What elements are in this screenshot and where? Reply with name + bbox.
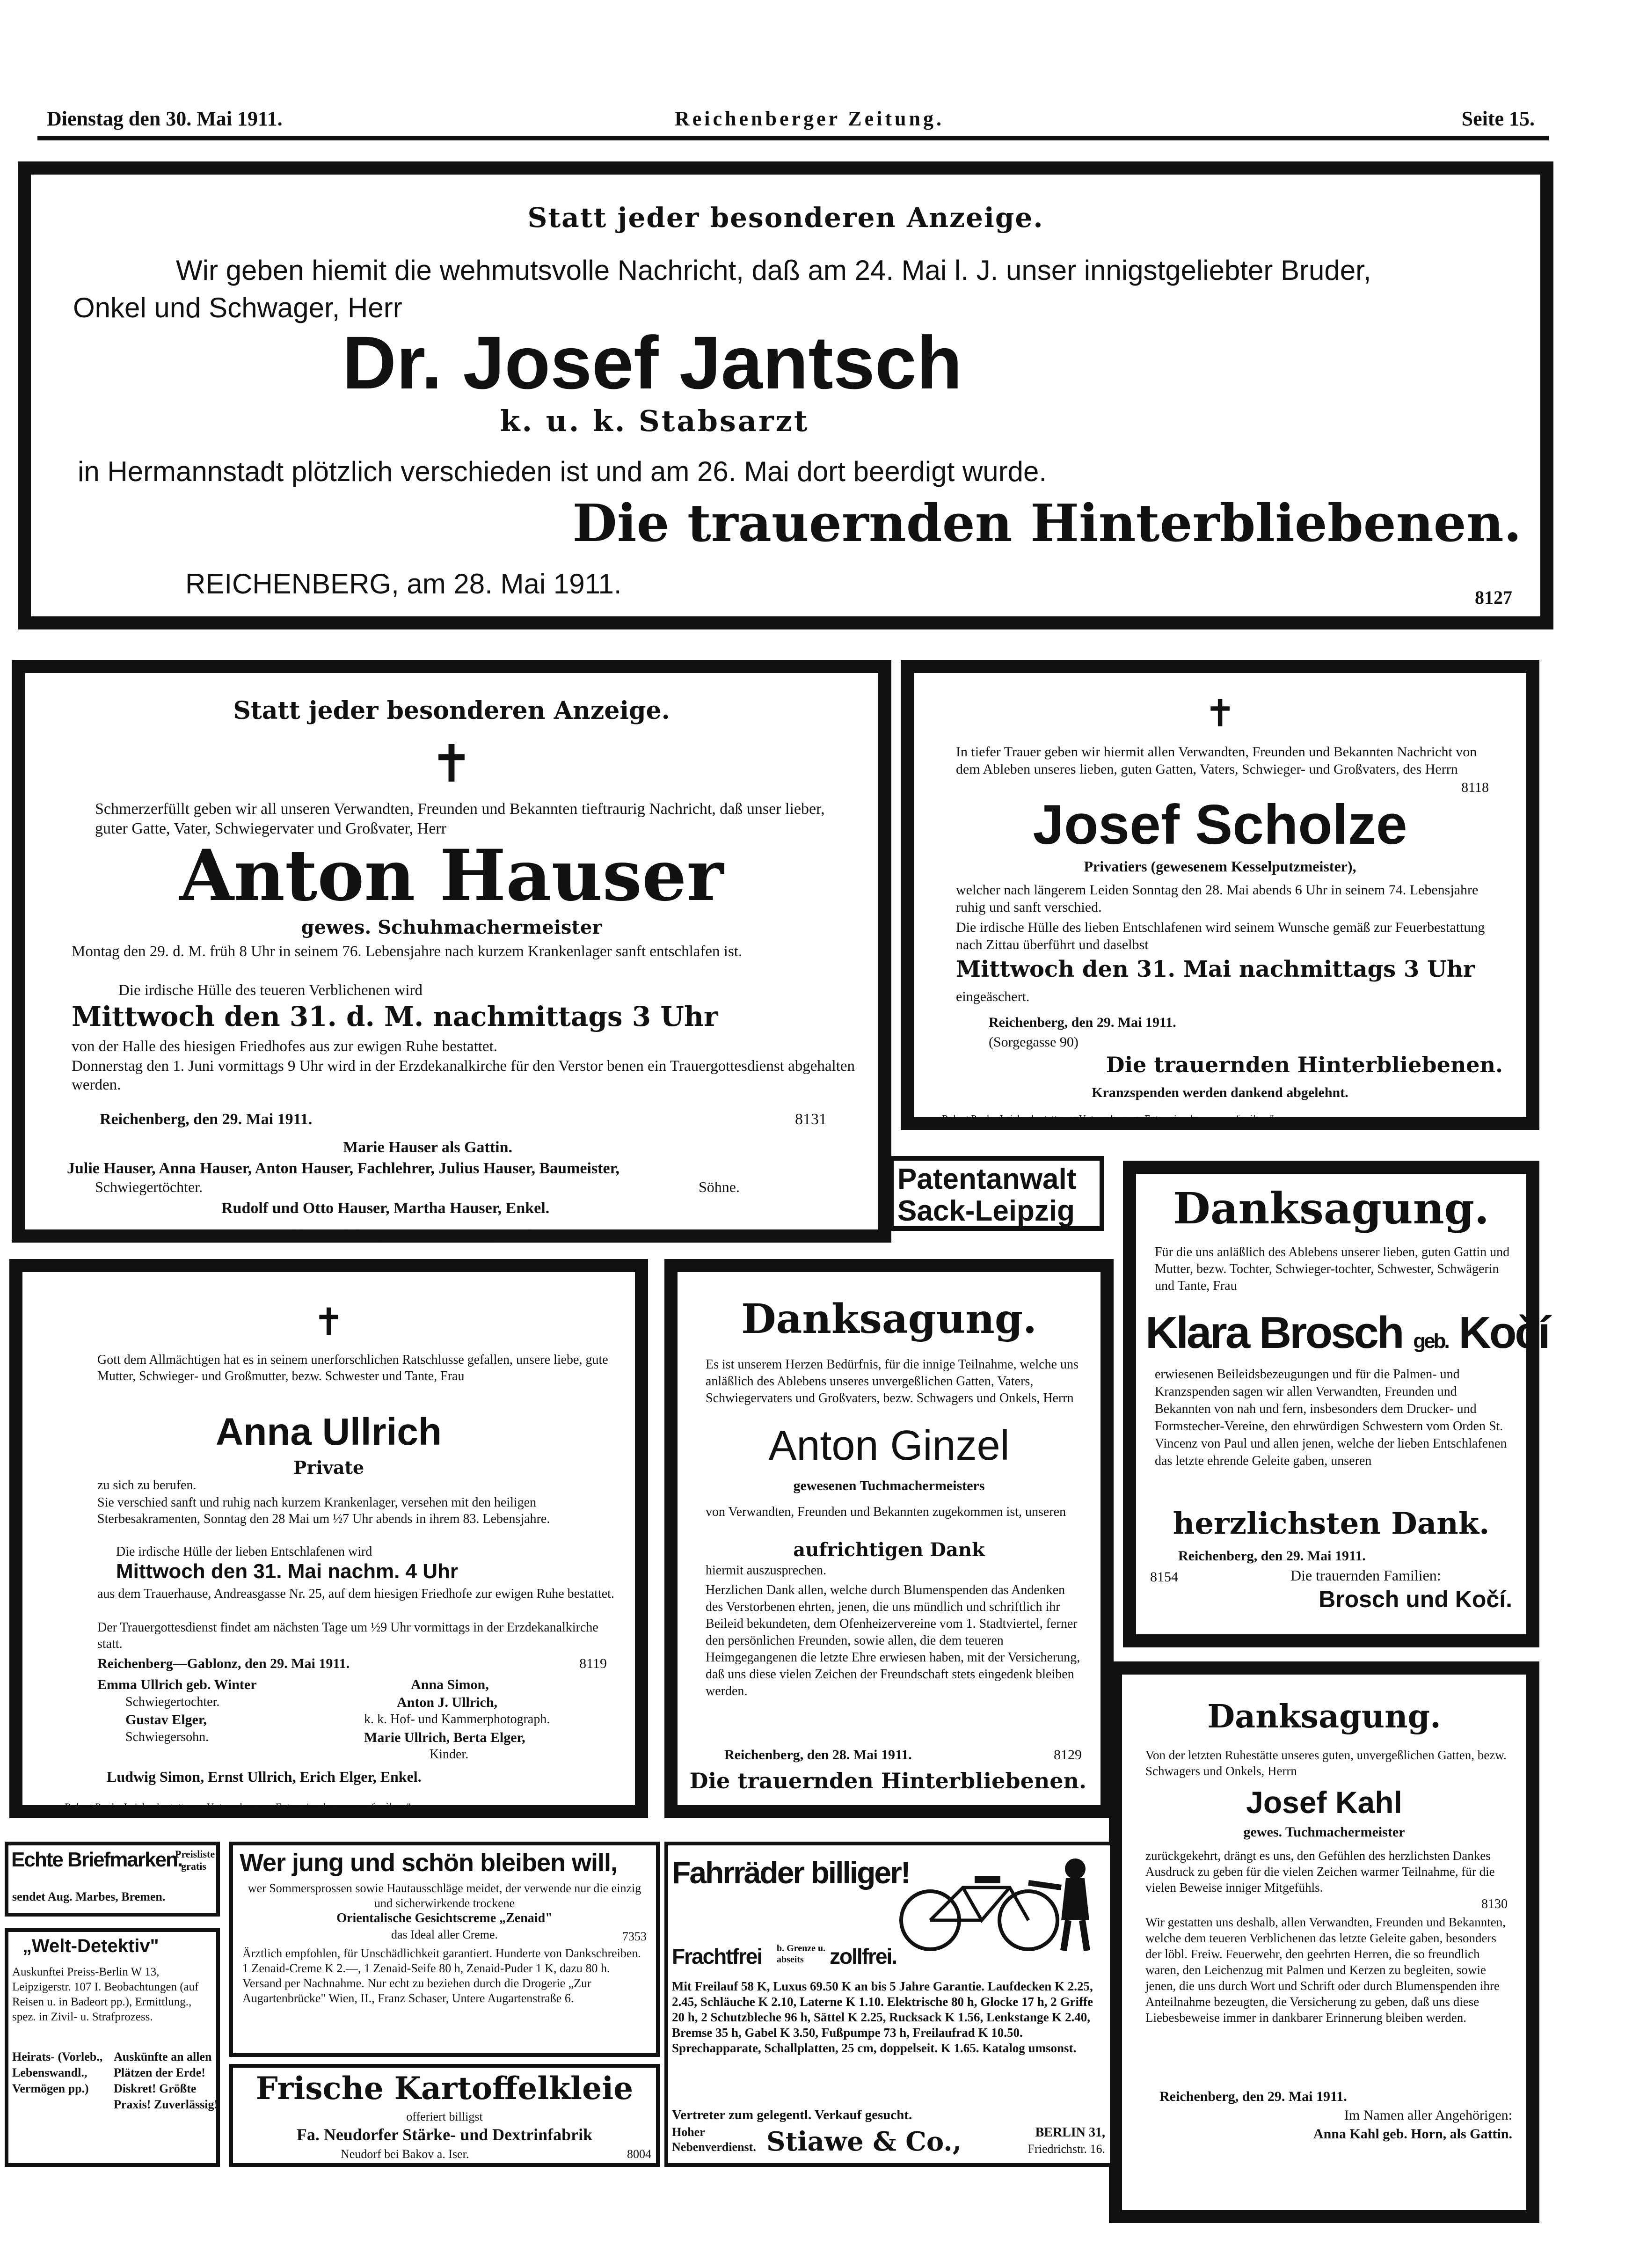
notice-text: Der Trauergottesdienst findet am nächsten Tage um ½9 Uhr vormittags in der Erzdekanalkirche statt.	[97, 1620, 598, 1651]
ad-street: Friedrichstr. 16.	[1028, 2142, 1105, 2156]
notice-text: welcher nach längerem Leiden Sonntag den 28. Mai abends 6 Uhr in seinem 74. Lebensjahre ruhig und sanft verschied.	[956, 882, 1479, 915]
notice-jantsch	[18, 161, 1553, 629]
ad-grenze: b. Grenze u. abseits	[777, 1943, 826, 1965]
funeral-date: Mittwoch den 31. Mai nachm. 4 Uhr	[116, 1560, 459, 1583]
ad-patent	[889, 1156, 1104, 1231]
notice-number: 8119	[579, 1656, 607, 1671]
notice-text: zu sich zu berufen.	[97, 1478, 197, 1492]
notice-text: erwiesenen Beileidsbezeugungen und für die Palmen- und Kranzspenden sagen wir allen Verwandten, Freunden und Bekannten von nah und fern, insbesonders dem Drucker- und Formstecher-Vereine, den ehrwürdigen Schwestern vom Orden St. Vincenz von Paul und allen jenen, welche der lieben Entschlafenen das letzte ehrende Geleite gaben, unseren	[1155, 1367, 1507, 1468]
notice-text: Schmerzerfüllt geben wir all unseren Verwandten, Freunden und Bekannten tieftraurig Nachricht, daß unser lieber, guter Gatte, Vater, Schwiegervater und Großvater, Herr	[95, 800, 825, 837]
closing-line: Im Namen aller Angehörigen:	[1344, 2107, 1512, 2123]
signature-line: Anna Simon,	[411, 1677, 489, 1692]
deceased-name: Josef Kahl	[1246, 1785, 1402, 1820]
ad-zenaid	[229, 1842, 660, 2057]
ad-number: 7353	[622, 1930, 647, 1943]
notice-text: Die irdische Hülle des teueren Verblichenen wird	[118, 982, 423, 999]
closing-line: Anna Kahl geb. Horn, als Gattin.	[1313, 2126, 1512, 2142]
signature-line: Marie Ullrich, Berta Elger,	[364, 1730, 525, 1745]
header-page-number: Seite 15.	[1461, 107, 1535, 130]
ad-aside: Preisliste gratis	[175, 1848, 215, 1872]
notice-text: eingeäschert.	[956, 989, 1030, 1004]
bicycle-illustration-icon	[874, 1850, 1108, 1958]
signature-line: Schwiegertöchter.	[95, 1178, 203, 1195]
ad-place: Neudorf bei Bakov a. Iser.	[341, 2147, 469, 2161]
deceased-name: Anna Ullrich	[216, 1411, 442, 1453]
deceased-name: Dr. Josef Jantsch	[342, 321, 962, 404]
cross-icon: ✝	[430, 734, 474, 794]
deceased-title: Privatiers (gewesenem Kesselputzmeister),	[1084, 858, 1356, 875]
ad-zollfrei: zollfrei.	[830, 1944, 897, 1968]
ad-text: sendet Aug. Marbes, Bremen.	[12, 1890, 166, 1903]
thanks-line: herzlichsten Dank.	[1173, 1506, 1490, 1541]
dank-heading: Danksagung.	[1173, 1183, 1489, 1234]
signature-line: Rudolf und Otto Hauser, Martha Hauser, Enkel.	[221, 1200, 550, 1217]
ad-subtitle: Sack-Leipzig	[897, 1195, 1075, 1227]
ad-text: Mit Freilauf 58 K, Luxus 69.50 K an bis 5 Jahre Garantie. Laufdecken K 2.25, 2.45, Schläuche K 2.10, Laterne K 1.10. Elektrische 80 h, Glocke 17 h, 2 Griffe 20 h, 2 Schutzbleche 96 h, Sättel K 2.25, Rucksack K 1.56, Lenkstange K 2.40, Bremse 35 h, Gabel K 3.50, Fußpumpe 73 h, Freilaufrad K 10.50. Sprechapparate, Schallplatten, 25 cm, doppelseit. K 1.65. Katalog umsonst.	[672, 1979, 1093, 2055]
signature-line: k. k. Hof- und Kammerphotograph.	[364, 1712, 550, 1727]
signature-line: Ludwig Simon, Ernst Ullrich, Erich Elger, Enkel.	[107, 1768, 422, 1785]
place-date: Reichenberg, den 29. Mai 1911.	[1159, 2089, 1347, 2104]
signature-line: Kinder.	[430, 1747, 469, 1762]
ad-text: Auskunftei Preiss-Berlin W 13, Leipzigerstr. 107 I. Beobachtungen (auf Reisen u. in Badeort pp.), Ermittlung., spez. in Zivil- u. Strafprozess.	[12, 1966, 199, 2023]
ad-firm: Stiawe & Co.,	[766, 2126, 962, 2157]
notice-ullrich	[9, 1259, 648, 1818]
ad-text: Hoher Nebenverdienst.	[672, 2125, 756, 2154]
notice-text: Onkel und Schwager, Herr	[73, 292, 402, 323]
header-newspaper-title: Reichenberger Zeitung.	[674, 107, 945, 130]
thanks-line: aufrichtigen Dank	[793, 1539, 985, 1561]
ad-firm: Fa. Neudorfer Stärke- und Dextrinfabrik	[296, 2125, 593, 2144]
ad-detektiv	[5, 1928, 220, 2167]
ad-frachtfrei: Frachtfrei	[672, 1944, 762, 1968]
ad-number: 8004	[627, 2147, 651, 2161]
notice-number: 8118	[1461, 780, 1489, 795]
notice-text: Kranzspenden werden dankend abgelehnt.	[1092, 1085, 1348, 1100]
deceased-title: gewes. Tuchmachermeister	[1243, 1824, 1405, 1840]
page-header	[47, 107, 1544, 135]
ad-fahrrad	[664, 1842, 1114, 2167]
deceased-title: Private	[293, 1457, 364, 1478]
notice-text: Wir gestatten uns deshalb, allen Verwandten, Freunden und Bekannten, welche dem teueren Verblichenen das letzte Geleite gaben, besonders der löbl. Freiw. Feuerwehr, den geehrten Herren, die so freundlich waren, den Leichenzug mit Palmen und Kerzen zu begleiten, sowie jenen, die uns durch Wort und Schrift oder durch Blumenspenden ihre Anteilnahme bezeugten, die Versicherung zu geben, daß uns diese Liebesbeweise immer in dankbarer Erinnerung bleiben werden.	[1145, 1915, 1506, 2025]
signature-line: Anton J. Ullrich,	[397, 1695, 498, 1710]
ad-text: Ärztlich empfohlen, für Unschädlichkeit garantiert. Hunderte von Dankschreiben. 1 Zenaid-Creme K 2.—, 1 Zenaid-Seife 80 h, Zenaid-Puder 1 K, dazu 80 h. Versand per Nachnahme. Nur echt zu beziehen durch die Drogerie „Zur Augartenbrücke" Wien, II., Franz Schaser, Untere Augartenstraße 6.	[242, 1946, 641, 2005]
ad-text: Auskünfte an allen Plätzen der Erde! Diskret! Größte Praxis! Zuverlässig!	[114, 2050, 219, 2111]
notice-text: Sie verschied sanft und ruhig nach kurzem Krankenlager, versehen mit den heiligen Sterbesakramenten, Sonntag den 28 Mai um ½7 Uhr abends in ihrem 83. Lebensjahre.	[97, 1495, 550, 1526]
families-name: Brosch und Kočí.	[1319, 1586, 1512, 1612]
mourners-signature: Die trauernden Hinterbliebenen.	[1106, 1052, 1503, 1077]
notice-text: von der Halle des hiesigen Friedhofes aus zur ewigen Ruhe bestattet.	[72, 1038, 497, 1055]
ad-subtitle: das Ideal aller Creme.	[391, 1928, 498, 1941]
header-date: Dienstag den 30. Mai 1911.	[47, 107, 283, 130]
notice-text: Von der letzten Ruhestätte unseres guten, unvergeßlichen Gatten, bezw. Schwagers und Onkels, Herrn	[1145, 1748, 1507, 1778]
deceased-name: Anton Hauser	[179, 834, 724, 917]
notice-text: Herzlichen Dank allen, welche durch Blumenspenden das Andenken des Verstorbenen ehrten, jenen, die uns mündlich und schriftlich ihr Beileid bekundeten, dem Ofenheizervereine vom 1. Stadtviertel, ferner den persönlichen Freunden, sowie allen, die dem teueren Heimgegangenen die letzte Ehre erwiesen haben, mit der Versicherung, daß uns diese vielen Zeichen der Freundschaft stets eingedenk bleiben werden.	[706, 1583, 1080, 1698]
signature-line: Schwiegertochter.	[125, 1695, 220, 1709]
notice-scholze	[901, 660, 1539, 1130]
notice-number: 8154	[1150, 1569, 1178, 1585]
notice-text: von Verwandten, Freunden und Bekannten zugekommen ist, unseren	[706, 1505, 1066, 1519]
address: (Sorgegasse 90)	[989, 1034, 1079, 1050]
signature-line: Marie Hauser als Gattin.	[343, 1139, 512, 1156]
mourners-signature: Die trauernden Hinterbliebenen.	[689, 1768, 1086, 1793]
deceased-name-first: Klara Brosch	[1145, 1308, 1403, 1358]
ad-title: Fahrräder billiger!	[672, 1855, 910, 1890]
deceased-title: gewes. Schuhmachermeister	[301, 916, 602, 938]
deceased-title: gewesenen Tuchmachermeisters	[793, 1478, 985, 1493]
dank-ginzel	[664, 1259, 1114, 1818]
ad-briefmarken	[5, 1842, 220, 1917]
ad-title: Patentanwalt	[897, 1163, 1077, 1195]
ad-kartoffelkleie	[229, 2064, 660, 2167]
notice-text: hiermit auszusprechen.	[706, 1563, 827, 1578]
deceased-name: Josef Scholze	[1033, 793, 1407, 856]
signature-line: Söhne.	[699, 1178, 740, 1195]
notice-footer: Robert Prades Leichenbestattungs-Unternehmung „Entreprise des pompes funèbres".	[942, 1113, 1276, 1124]
notice-text: Die irdische Hülle des lieben Entschlafenen wird seinem Wunsche gemäß zur Feuerbestattung nach Zittau überführt und daselbst	[956, 920, 1485, 952]
ad-text: wer Sommersprossen sowie Hautausschläge meidet, der verwende nur die einzig und sicherwirkende trockene	[248, 1881, 641, 1910]
ad-title: Echte Briefmarken.	[11, 1848, 182, 1871]
ad-text: Vertreter zum gelegentl. Verkauf gesucht.	[672, 2107, 912, 2122]
place-date: Reichenberg, den 29. Mai 1911.	[989, 1015, 1176, 1030]
cross-icon: ✝	[313, 1300, 345, 1344]
signature-line: Julie Hauser, Anna Hauser, Anton Hauser, Fachlehrer, Julius Hauser, Baumeister,	[67, 1160, 620, 1177]
notice-hauser	[12, 660, 891, 1243]
ad-product: Orientalische Gesichtscreme „Zenaid"	[336, 1911, 553, 1925]
notice-text: in Hermannstadt plötzlich verschieden ist und am 26. Mai dort beerdigt wurde.	[78, 456, 1047, 487]
families-label: Die trauernden Familien:	[1290, 1567, 1441, 1584]
notice-number: 8131	[795, 1111, 827, 1128]
dank-heading: Danksagung.	[1207, 1698, 1441, 1735]
notice-footer: „Domovina". F. J. Seidels l. konz. Aufbahrungs- und Leichenbestattungs-Anstalt.	[175, 1230, 539, 1242]
place-date: Reichenberg, den 29. Mai 1911.	[100, 1111, 313, 1128]
notice-text: Für die uns anläßlich des Ablebens unserer lieben, guten Gattin und Mutter, bezw. Tochter, Schwieger-tochter, Schwester, Schwägerin und Tante, Frau	[1155, 1245, 1510, 1293]
signature-line: Emma Ullrich geb. Winter	[97, 1677, 257, 1692]
dank-heading: Danksagung.	[741, 1295, 1037, 1343]
notice-number: 8129	[1054, 1747, 1082, 1763]
dank-brosch	[1123, 1161, 1549, 1647]
ad-title: Wer jung und schön bleiben will,	[240, 1849, 618, 1877]
notice-number: 8127	[1475, 587, 1512, 608]
notice-text: Gott dem Allmächtigen hat es in seinem unerforschlichen Ratschlusse gefallen, unsere liebe, gute Mutter, Schwieger- und Großmutter, bezw. Schwester und Tante, Frau	[97, 1353, 608, 1383]
notice-kicker: Statt jeder besonderen Anzeige.	[527, 202, 1044, 234]
notice-text: Wir geben hiemit die wehmutsvolle Nachricht, daß am 24. Mai l. J. unser innigstgeliebter Bruder,	[176, 255, 1371, 286]
ad-title: Frische Kartoffelkleie	[255, 2070, 634, 2107]
ad-city: BERLIN 31,	[1035, 2125, 1105, 2140]
notice-text: In tiefer Trauer geben wir hiermit allen Verwandten, Freunden und Bekannten Nachricht von dem Ableben unseres lieben, guten Gatten, Vaters, Schwieger- und Großvaters, des Herrn	[956, 744, 1477, 777]
place-date: Reichenberg, den 28. Mai 1911.	[724, 1747, 912, 1763]
ad-text: Heirats- (Vorleb., Lebenswandl., Vermögen pp.)	[12, 2050, 103, 2095]
ad-title: „Welt-Detektiv"	[22, 1936, 159, 1956]
deceased-name-maiden: Kočí	[1458, 1308, 1549, 1358]
deceased-name	[1145, 1307, 1548, 1359]
notice-text: aus dem Trauerhause, Andreasgasse Nr. 25, auf dem hiesigen Friedhofe zur ewigen Ruhe bestattet.	[97, 1587, 614, 1601]
place-date: REICHENBERG, am 28. Mai 1911.	[185, 568, 622, 600]
funeral-date: Mittwoch den 31. Mai nachmittags 3 Uhr	[956, 956, 1475, 982]
header-rule	[37, 136, 1549, 140]
geb-label: geb.	[1413, 1330, 1448, 1353]
signature-line: Gustav Elger,	[125, 1712, 207, 1727]
notice-kicker: Statt jeder besonderen Anzeige.	[233, 696, 670, 725]
notice-text: zurückgekehrt, drängt es uns, den Gefühlen des herzlichsten Dankes Ausdruck zu geben für die vielen Zeichen warmer Teilnahme, für die vielen Beweise inniger Mitgefühls.	[1145, 1849, 1495, 1895]
deceased-name: Anton Ginzel	[768, 1422, 1010, 1469]
signature-line: Schwiegersohn.	[125, 1730, 209, 1744]
place-date: Reichenberg—Gablonz, den 29. Mai 1911.	[97, 1656, 350, 1671]
notice-text: Die irdische Hülle der lieben Entschlafenen wird	[116, 1544, 372, 1559]
notice-text: Es ist unserem Herzen Bedürfnis, für die innige Teilnahme, welche uns anläßlich des Ablebens unseres unvergeßlichen Gatten, Vaters, Schwiegervaters und Großvaters, bezw. Schwagers und Onkels, Herrn	[706, 1357, 1079, 1405]
notice-footer: Robert Prade, Leichenbestattungs-Unternehmung „Entreprise des pompes funèbres".	[65, 1801, 414, 1813]
notice-number: 8130	[1481, 1897, 1508, 1911]
place-date: Reichenberg, den 29. Mai 1911.	[1178, 1548, 1366, 1564]
deceased-rank: k. u. k. Stabsarzt	[500, 404, 809, 438]
ad-subtitle: offeriert billigst	[406, 2110, 483, 2123]
mourners-signature: Die trauernden Hinterbliebenen.	[572, 493, 1522, 553]
dank-kahl	[1109, 1661, 1539, 2223]
funeral-date: Mittwoch den 31. d. M. nachmittags 3 Uhr	[72, 1001, 718, 1032]
notice-text: Montag den 29. d. M. früh 8 Uhr in seinem 76. Lebensjahre nach kurzem Krankenlager sanft entschlafen ist.	[72, 943, 743, 960]
cross-icon: ✝	[1204, 692, 1236, 735]
notice-text: Donnerstag den 1. Juni vormittags 9 Uhr wird in der Erzdekanalkirche für den Verstor benen ein Trauergottesdienst abgehalten werden.	[72, 1058, 855, 1093]
